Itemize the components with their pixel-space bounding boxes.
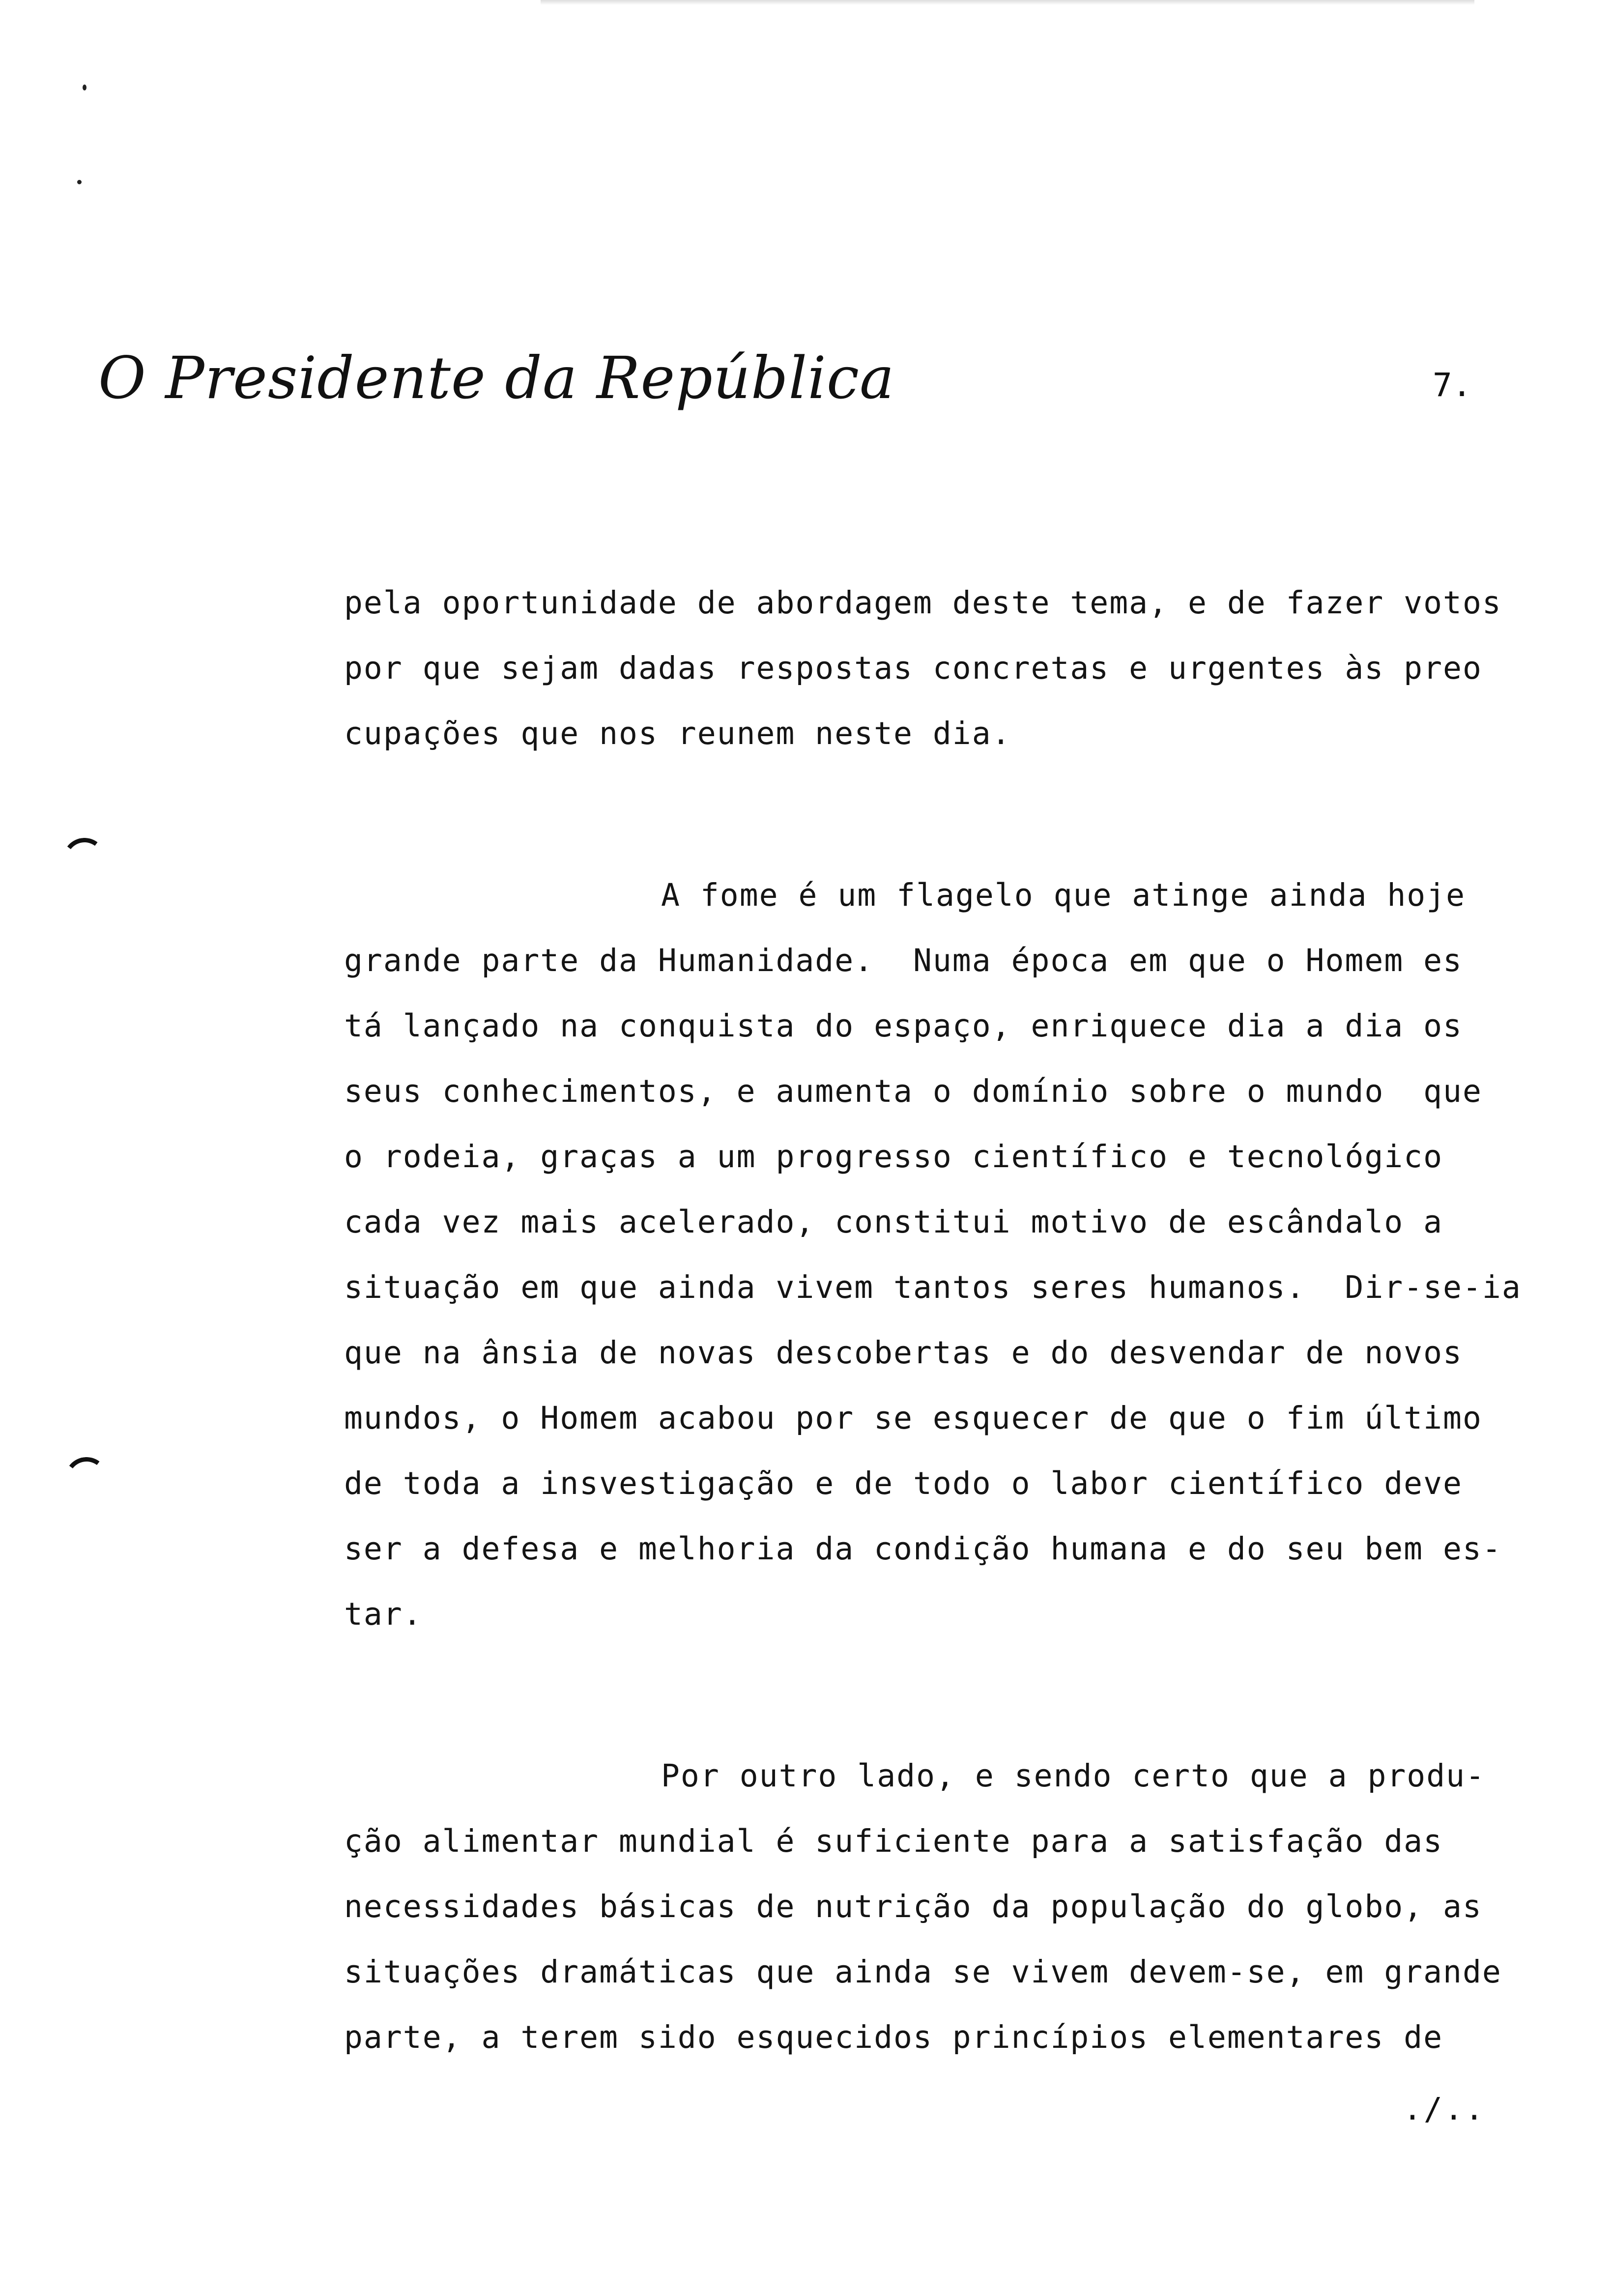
scan-speck [77,180,82,184]
punch-hole-mark [62,1454,111,1503]
text-line: o rodeia, graças a um progresso científico e tecnológico [344,1139,1443,1175]
text-line: cupações que nos reunem neste dia. [344,716,1011,751]
continuation-mark: ./.. [1403,2091,1486,2127]
text-line: ser a defesa e melhoria da condição humana e do seu bem es- [344,1531,1502,1567]
text-line: situação em que ainda vivem tantos seres humanos. Dir-se-ia [344,1269,1522,1305]
text-line: pela oportunidade de abordagem deste tema, e de fazer votos [344,585,1502,621]
text-line: grande parte da Humanidade. Numa época em que o Homem es [344,943,1463,978]
text-line: seus conhecimentos, e aumenta o domínio sobre o mundo que [344,1073,1482,1109]
paragraph [344,862,1533,1647]
letter-body [344,570,1533,2166]
text-line: parte, a terem sido esquecidos princípios elementares de [344,2019,1443,2055]
page-number: 7. [1433,366,1472,404]
paragraph [344,570,1533,766]
text-line: A fome é um flagelo que atinge ainda hoje [661,877,1466,913]
text-line: de toda a insvestigação e de todo o labor científico deve [344,1465,1463,1501]
text-line: tar. [344,1596,423,1632]
punch-hole-mark [60,835,109,884]
scan-edge-shadow [541,0,1474,5]
text-line: mundos, o Homem acabou por se esquecer de que o fim último [344,1400,1482,1436]
text-line: Por outro lado, e sendo certo que a produ- [661,1758,1486,1794]
text-line: ção alimentar mundial é suficiente para a satisfação das [344,1823,1443,1859]
text-line: cada vez mais acelerado, constitui motivo de escândalo a [344,1204,1443,1240]
text-line: tá lançado na conquista do espaço, enriquece dia a dia os [344,1008,1463,1044]
letterhead: O Presidente da República [98,344,895,412]
text-line: necessidades básicas de nutrição da população do globo, as [344,1889,1482,1924]
text-line: situações dramáticas que ainda se vivem devem-se, em grande [344,1954,1502,1990]
paragraph [344,1743,1533,2070]
text-line: que na ânsia de novas descobertas e do desvendar de novos [344,1335,1463,1371]
text-line: por que sejam dadas respostas concretas e urgentes às preo [344,650,1482,686]
scan-speck [83,85,86,90]
